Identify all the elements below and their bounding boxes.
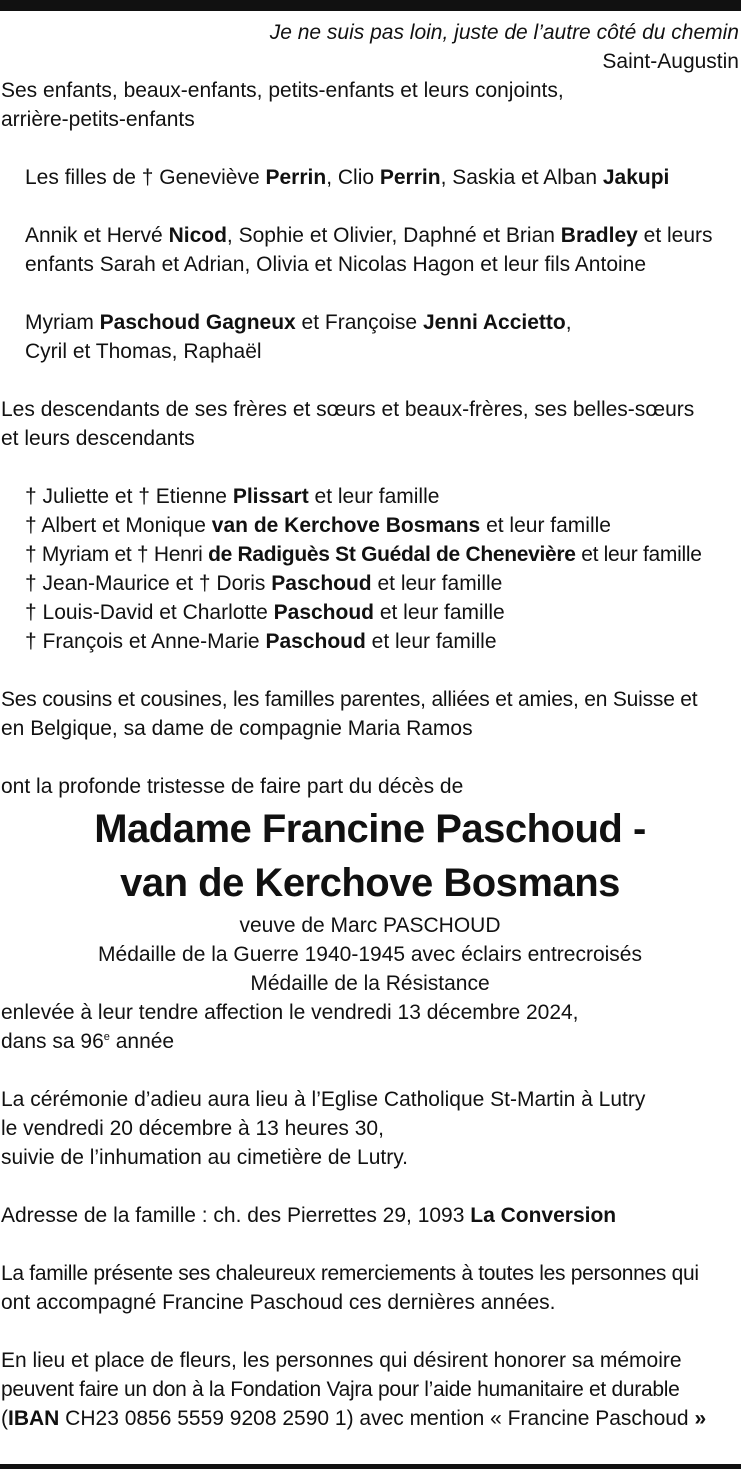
text-segment: Annik et Hervé — [25, 224, 169, 247]
surname: Perrin — [379, 166, 441, 189]
cousins-line-2: en Belgique, sa dame de compagnie Maria Ramos — [1, 717, 473, 740]
death-line-1: enlevée à leur tendre affection le vendredi 13 décembre 2024, — [1, 1001, 579, 1024]
descendant-entry — [1, 598, 739, 627]
deceased-detail-widow: veuve de Marc PASCHOUD — [239, 914, 501, 937]
donation-line-2: peuvent faire un don à la Fondation Vajra pour l’aide humanitaire et durable — [1, 1378, 680, 1401]
deceased-name-line-1: Madame Francine Paschoud - — [94, 807, 646, 851]
text-segment: et leur famille — [371, 572, 503, 595]
family-address — [1, 1201, 739, 1230]
family-group-2 — [1, 221, 739, 250]
epigraph-quote: Je ne suis pas loin, juste de l’autre côté du chemin — [269, 21, 739, 44]
surname: Paschoud — [271, 572, 372, 595]
donation-line-1: En lieu et place de fleurs, les personnes qui désirent honorer sa mémoire — [1, 1349, 682, 1372]
iban-label: IBAN — [8, 1407, 60, 1430]
text-segment: CH23 0856 5559 9208 2590 1) avec mention « Francine Paschoud — [59, 1407, 695, 1430]
ordinal-suffix: e — [103, 1031, 110, 1043]
text-segment: † Myriam et † Henri — [25, 543, 209, 566]
donation-line-3 — [1, 1404, 739, 1433]
thanks-line-2: ont accompagné Francine Paschoud ces dernières années. — [1, 1291, 556, 1314]
text-segment: † Jean-Maurice et † Doris — [25, 572, 272, 595]
text-segment: † François et Anne-Marie — [25, 630, 266, 653]
text-segment: » — [694, 1407, 707, 1430]
text-segment: et Françoise — [295, 311, 423, 334]
descendant-entry — [1, 511, 739, 540]
ceremony-line-1: La cérémonie d’adieu aura lieu à l’Eglise Catholique St-Martin à Lutry — [1, 1088, 646, 1111]
text-segment: ( — [1, 1407, 8, 1430]
family-group-3-line-2: Cyril et Thomas, Raphaël — [25, 340, 262, 363]
surname: Paschoud Gagneux — [99, 311, 296, 334]
death-line-2 — [1, 1027, 739, 1056]
cousins-line-1: Ses cousins et cousines, les familles parentes, alliées et amies, en Suisse et — [1, 688, 698, 711]
text-segment: et leur famille — [365, 630, 497, 653]
family-group-2-line-2: enfants Sarah et Adrian, Olivia et Nicolas Hagon et leur fils Antoine — [25, 253, 647, 276]
cousins-section — [1, 685, 739, 743]
descendants-section — [1, 395, 739, 656]
obituary-notice — [1, 18, 739, 1433]
descendants-intro-line-2: et leurs descendants — [1, 427, 195, 450]
thanks-line-1: La famille présente ses chaleureux remerciements à toutes les personnes qui — [1, 1262, 699, 1285]
text-segment: Myriam — [25, 311, 100, 334]
text-segment: , Sophie et Olivier, Daphné et Brian — [226, 224, 561, 247]
text-segment: † Louis-David et Charlotte — [25, 601, 274, 624]
surname: Perrin — [265, 166, 327, 189]
text-segment: et leur famille — [480, 514, 611, 537]
text-segment: , Saskia et Alban — [440, 166, 603, 189]
surname: van de Kerchove Bosmans — [211, 514, 481, 537]
text-segment: Adresse de la famille : ch. des Pierrettes 29, 1093 — [1, 1204, 471, 1227]
text-segment: et leur famille — [575, 543, 702, 566]
descendant-entry — [1, 627, 739, 656]
family-group-1 — [1, 163, 739, 192]
surname: Jenni Accietto — [422, 311, 566, 334]
text-segment: , — [565, 311, 572, 334]
ceremony-line-2: le vendredi 20 décembre à 13 heures 30, — [1, 1117, 384, 1140]
family-group-3 — [1, 308, 739, 337]
address-locality: La Conversion — [470, 1204, 617, 1227]
surname: Paschoud — [273, 601, 374, 624]
text-segment: et leurs — [637, 224, 713, 247]
text-segment: et leur famille — [374, 601, 505, 624]
text-segment: † Juliette et † Etienne — [25, 485, 233, 508]
descendant-entry — [1, 540, 739, 569]
text-segment: † Albert et Monique — [25, 514, 212, 537]
bottom-border-rule — [0, 1464, 741, 1469]
announcement-line: ont la profonde tristesse de faire part du décès de — [1, 775, 464, 798]
descendant-entry — [1, 569, 739, 598]
top-border-rule — [0, 0, 741, 11]
family-section — [1, 76, 739, 366]
ceremony-section — [1, 1085, 739, 1172]
descendant-entry — [1, 482, 739, 511]
text-segment: , Clio — [326, 166, 380, 189]
surname: Plissart — [232, 485, 309, 508]
text-segment: dans sa 96 — [1, 1030, 104, 1053]
donation-section — [1, 1346, 739, 1433]
family-intro-line-1: Ses enfants, beaux-enfants, petits-enfants et leurs conjoints, — [1, 79, 564, 102]
family-intro-line-2: arrière-petits-enfants — [1, 108, 195, 131]
descendants-intro-line-1: Les descendants de ses frères et sœurs et beaux-frères, ses belles-sœurs — [1, 398, 695, 421]
thanks-section — [1, 1259, 739, 1317]
surname: Bradley — [560, 224, 638, 247]
death-section — [1, 998, 739, 1056]
text-segment: et leur famille — [308, 485, 440, 508]
surname: Jakupi — [602, 166, 670, 189]
deceased-name-line-2: van de Kerchove Bosmans — [120, 861, 620, 905]
surname: Nicod — [168, 224, 227, 247]
surname: Paschoud — [265, 630, 366, 653]
text-segment: Les filles de † Geneviève — [25, 166, 266, 189]
deceased-detail-resistance-medal: Médaille de la Résistance — [250, 972, 490, 995]
surname: de Radiguès St Guédal de Chenevière — [208, 543, 576, 566]
text-segment: année — [109, 1030, 175, 1053]
ceremony-line-3: suivie de l’inhumation au cimetière de Lutry. — [1, 1146, 408, 1169]
epigraph-author: Saint-Augustin — [602, 50, 739, 73]
deceased-detail-war-medal: Médaille de la Guerre 1940-1945 avec éclairs entrecroisés — [98, 943, 642, 966]
